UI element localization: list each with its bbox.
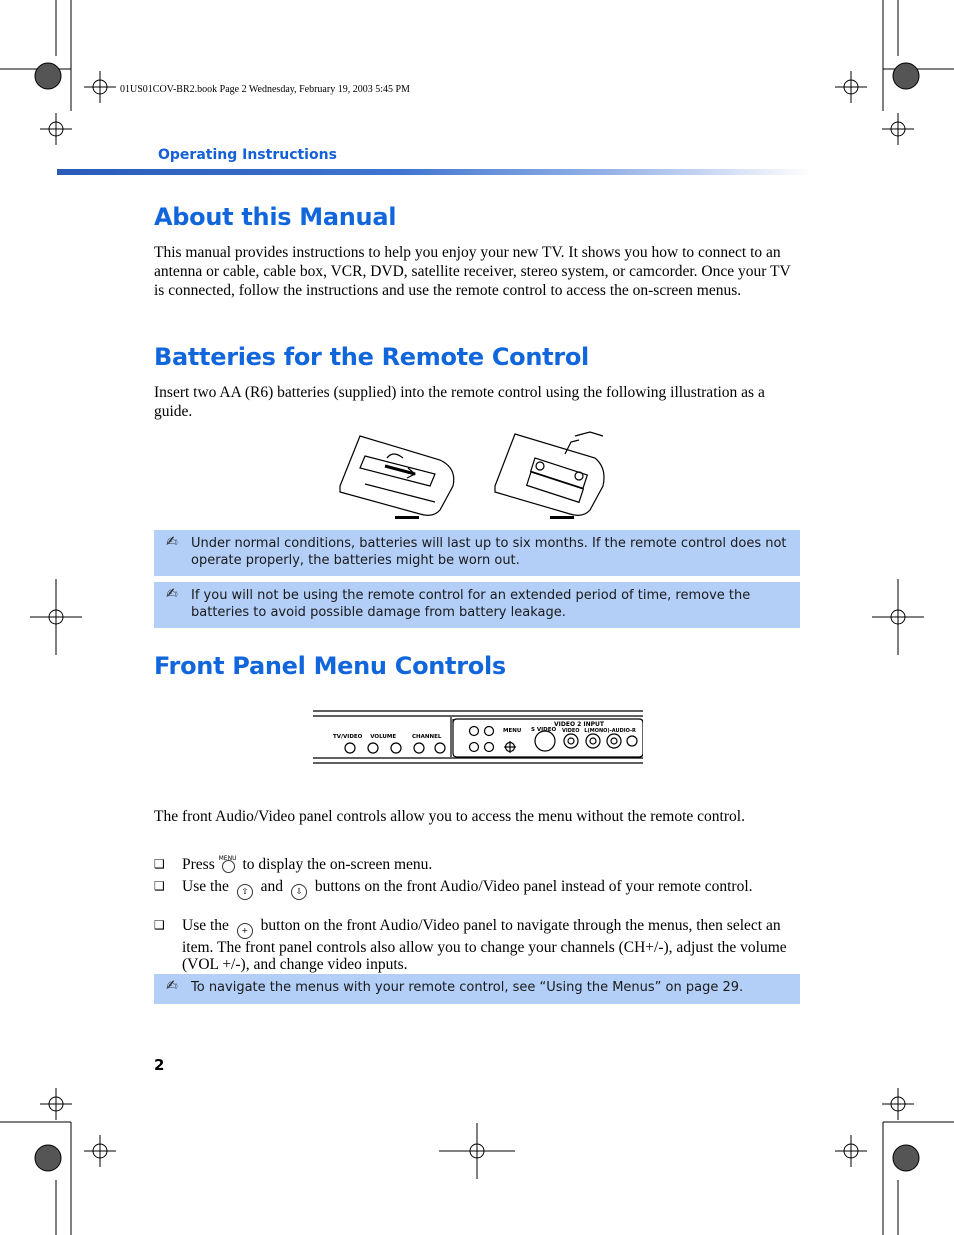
heading-about-manual: About this Manual <box>154 203 397 231</box>
panel-label-channel: CHANNEL <box>412 734 442 740</box>
note-battery-removal <box>154 582 800 628</box>
square-bullet-icon: ❑ <box>154 918 165 932</box>
bullet-text: and <box>260 878 284 895</box>
up-arrow-button-icon: ⇧ <box>237 884 253 900</box>
note-text: Under normal conditions, batteries will last up to six months. If the remote control does not operate properly, the batteries might be worn out. <box>191 536 787 568</box>
panel-label-menu: MENU <box>503 728 522 734</box>
bullet-text: to display the on-screen menu. <box>242 856 433 873</box>
print-info: 01US01COV-BR2.book Page 2 Wednesday, February 19, 2003 5:45 PM <box>120 84 410 95</box>
heading-batteries: Batteries for the Remote Control <box>154 343 589 371</box>
battery-illustration <box>335 428 615 522</box>
front-panel-body: The front Audio/Video panel controls allow you to access the menu without the remote control. <box>154 808 745 825</box>
header-bar <box>57 169 812 175</box>
square-bullet-icon: ❑ <box>154 857 165 871</box>
bullet-text: button on the front Audio/Video panel to navigate through the menus, then select an item. The front panel controls also allow you to change your channels (CH+/-), adjust the volume (VOL +/-), and change video inputs. <box>182 917 787 973</box>
about-body: This manual provides instructions to help you enjoy your new TV. It shows you how to connect to an antenna or cable, cable box, VCR, DVD, satellite receiver, stereo system, or camcorder. Once your TV is connected, follow the instructions and use the remote control to access the on-screen menus. <box>154 244 791 299</box>
note-navigate-menus <box>154 974 800 1004</box>
pencil-note-icon: ✍ <box>166 978 178 994</box>
note-battery-life <box>154 530 800 576</box>
panel-label-tv-video: TV/VIDEO <box>333 734 363 740</box>
bullet-item <box>154 878 802 900</box>
bullet-text: Use the <box>182 878 229 895</box>
panel-label-audio: L(MONO)-AUDIO-R <box>584 728 636 734</box>
bullet-item <box>154 856 802 873</box>
front-panel-diagram <box>313 709 643 765</box>
menu-button-icon: MENU <box>219 856 239 872</box>
note-text: To navigate the menus with your remote control, see “Using the Menus” on page 29. <box>191 980 744 995</box>
section-header: Operating Instructions <box>158 147 337 163</box>
note-text: If you will not be using the remote control for an extended period of time, remove the batteries to avoid possible damage from battery leakage. <box>191 588 751 620</box>
bullet-text: buttons on the front Audio/Video panel instead of your remote control. <box>314 878 753 895</box>
down-arrow-button-icon: ⇩ <box>291 884 307 900</box>
pencil-note-icon: ✍ <box>166 586 178 602</box>
bullet-text: Press <box>182 856 215 873</box>
bullet-text: Use the <box>182 917 229 934</box>
batteries-body: Insert two AA (R6) batteries (supplied) into the remote control using the following illustration as a guide. <box>154 384 765 420</box>
panel-label-video2: VIDEO 2 INPUT <box>554 721 605 728</box>
panel-label-video: VIDEO <box>562 728 580 734</box>
joystick-button-icon: + <box>237 923 253 939</box>
panel-label-volume: VOLUME <box>370 734 397 740</box>
page-number: 2 <box>154 1056 165 1074</box>
square-bullet-icon: ❑ <box>154 879 165 893</box>
heading-front-panel: Front Panel Menu Controls <box>154 652 506 680</box>
panel-label-svideo: S VIDEO <box>531 727 557 733</box>
pencil-note-icon: ✍ <box>166 534 178 550</box>
bullet-item <box>154 917 802 973</box>
